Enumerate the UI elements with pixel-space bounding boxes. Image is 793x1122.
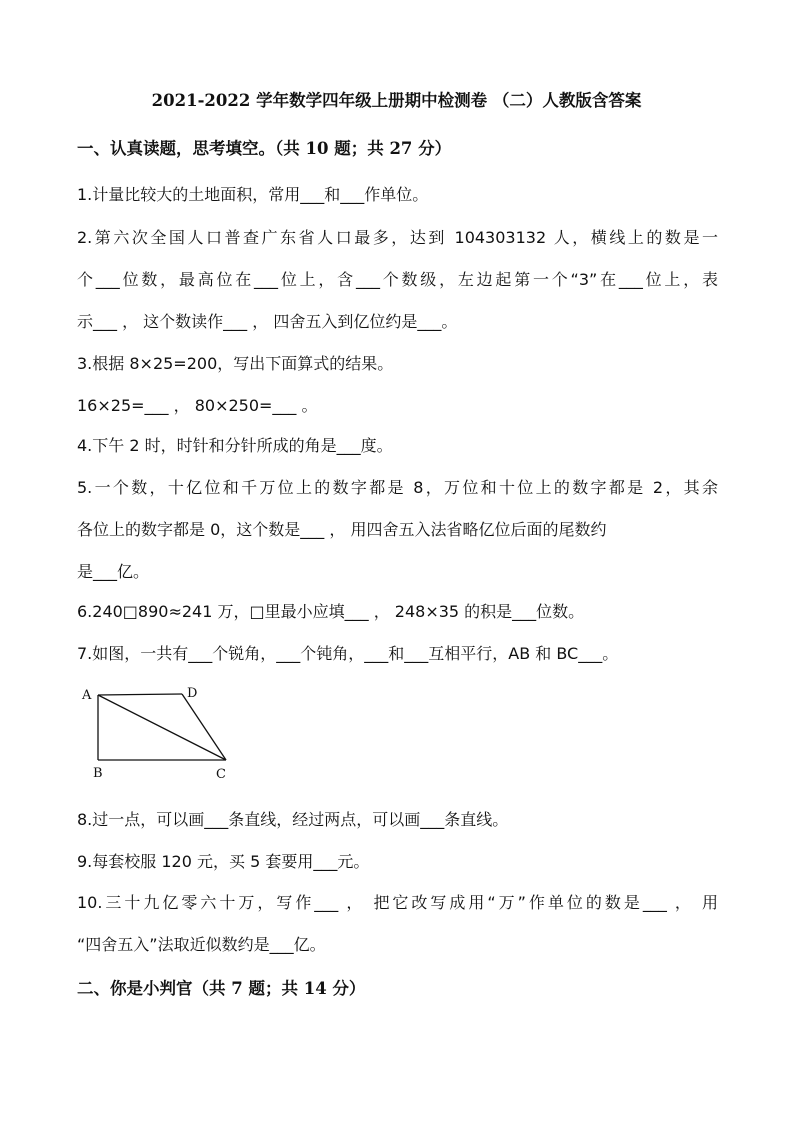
question-5-line-1: 5.一个数，十亿位和千万位上的数字都是 8，万位和十位上的数字都是 2，其余 [77,478,718,497]
question-5-line-2: 各位上的数字都是 0，这个数是___ ， 用四舍五入法省略亿位后面的尾数约 [77,520,607,539]
question-10-line-1: 10.三十九亿零六十万，写作___ ， 把它改写成用“万”作单位的数是___ ， 用 [77,893,718,912]
question-7: 7.如图，一共有___个锐角，___个钝角，___和___互相平行，AB 和 BC___。 [77,644,619,663]
quadrilateral-diagram [78,682,238,782]
question-3-line-1: 3.根据 8×25=200，写出下面算式的结果。 [77,354,394,373]
page-title: 2021-2022 学年数学四年级上册期中检测卷 （二）人教版含答案 [151,91,642,110]
label-a: A [82,688,92,703]
question-5-line-3: 是___亿。 [77,562,150,581]
section-2-heading: 二、你是小判官（共 7 题；共 14 分） [77,979,366,998]
segment-ad [98,694,182,695]
question-2-line-2: 个___位数，最高位在___位上，含___个数级，左边起第一个“3”在___位上，表 [77,270,718,289]
quadrilateral-figure [78,682,238,782]
question-2-line-1: 2.第六次全国人口普查广东省人口最多，达到 104303132 人，横线上的数是一 [77,228,718,247]
label-b: B [93,766,103,781]
question-8: 8.过一点，可以画___条直线，经过两点，可以画___条直线。 [77,810,509,829]
section-1-heading: 一、认真读题，思考填空。（共 10 题；共 27 分） [77,139,452,158]
question-3-line-2: 16×25=___ ， 80×250=___ 。 [77,396,318,415]
question-2-line-3: 示___ ， 这个数读作___ ， 四舍五入到亿位约是___。 [77,312,458,331]
segment-dc [182,694,226,760]
label-c: C [216,767,226,782]
question-9: 9.每套校服 120 元，买 5 套要用___元。 [77,852,370,871]
label-d: D [187,686,198,701]
question-6: 6.240□890≈241 万，□里最小应填___ ， 248×35 的积是___位数。 [77,602,585,621]
segment-ac [98,695,226,760]
question-4: 4.下午 2 时，时针和分针所成的角是___度。 [77,436,393,455]
question-10-line-2: “四舍五入”法取近似数约是___亿。 [77,935,326,954]
question-1: 1.计量比较大的土地面积，常用___和___作单位。 [77,185,429,204]
